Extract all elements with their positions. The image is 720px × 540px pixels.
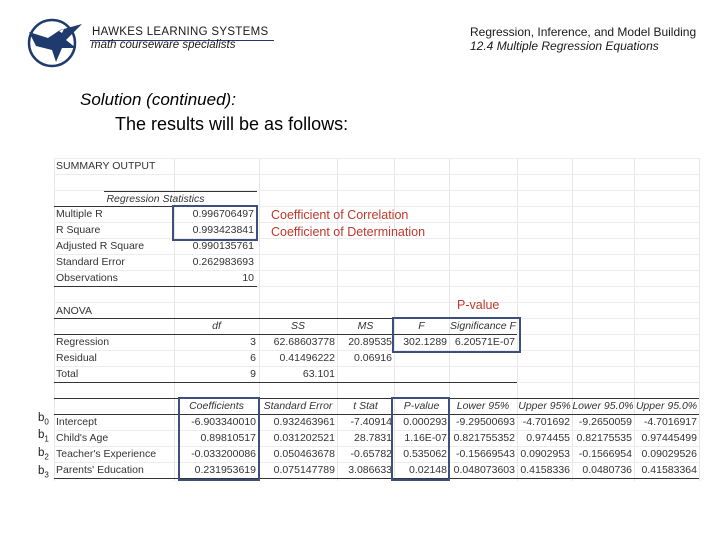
- anova-df: 9: [250, 368, 256, 380]
- anova-df: 3: [250, 336, 256, 348]
- coef-lower-950: 0.0480736: [582, 464, 632, 476]
- stat-value: 0.993423841: [192, 224, 254, 236]
- stat-value: 10: [242, 272, 254, 284]
- coef-value: -6.903340010: [191, 416, 256, 428]
- b0-label: $b_0$: [38, 412, 49, 427]
- coef-lower-950: 0.82175535: [576, 432, 632, 444]
- anova-row-label: Residual: [56, 352, 97, 364]
- b3-label: $b_3$: [38, 465, 49, 480]
- coef-lower-950: -9.2650059: [578, 416, 632, 428]
- anova-col-header: Significance F: [450, 320, 516, 332]
- coef-lower-950: -0.1566954: [578, 448, 632, 460]
- coefficients-highlight: [178, 397, 260, 481]
- correlation-annotation: Coefficient of Correlation: [271, 208, 409, 222]
- coef-value: -0.033200086: [191, 448, 256, 460]
- b2-label: $b_2$: [38, 447, 49, 462]
- company-name: HAWKES LEARNING SYSTEMS: [92, 26, 269, 38]
- coef-upper-95: 0.4158336: [520, 464, 570, 476]
- coef-t-stat: -7.40914: [350, 416, 392, 428]
- coef-std-error: 0.031202521: [273, 432, 335, 444]
- anova-df: 6: [250, 352, 256, 364]
- coef-upper-95: 0.0902953: [520, 448, 570, 460]
- p-value-annotation: P-value: [457, 298, 500, 312]
- company-tagline: math courseware specialists: [91, 39, 236, 51]
- significance-highlight: [392, 317, 521, 353]
- coef-p-value: 0.02148: [409, 464, 447, 476]
- coef-upper-95: -4.701692: [522, 416, 570, 428]
- coef-row-label: Child's Age: [56, 432, 109, 444]
- coef-p-value: 1.16E-07: [404, 432, 447, 444]
- hawk-logo-icon: [26, 18, 84, 68]
- solution-title: Solution (continued):: [80, 90, 236, 109]
- anova-f: 302.1289: [403, 336, 447, 348]
- stat-label: Adjusted R Square: [56, 240, 145, 252]
- coef-col-header: Upper 95%: [518, 400, 571, 412]
- stat-value: 0.996706497: [192, 208, 254, 220]
- solution-subtitle: The results will be as follows:: [115, 114, 349, 134]
- coef-col-header: Upper 95.0%: [635, 400, 698, 412]
- coef-t-stat: 28.7831: [354, 432, 392, 444]
- coef-std-error: 0.075147789: [273, 464, 335, 476]
- coef-col-header: Standard Error: [263, 400, 333, 412]
- b1-label: $b_1$: [38, 429, 49, 444]
- coef-col-header: P-value: [403, 400, 440, 412]
- anova-ss: 63.101: [302, 368, 335, 380]
- coef-upper-950: 0.09029526: [641, 448, 697, 460]
- anova-row-label: Total: [56, 368, 79, 380]
- coef-p-value: 0.535062: [403, 448, 447, 460]
- summary-title: SUMMARY OUTPUT: [56, 160, 156, 172]
- anova-title: ANOVA: [56, 305, 92, 317]
- anova-row-label: Regression: [56, 336, 110, 348]
- coef-lower-95: -0.15669543: [456, 448, 515, 460]
- anova-ms: 0.06916: [354, 352, 392, 364]
- anova-col-header: df: [212, 320, 221, 332]
- coef-col-header: Coefficients: [189, 400, 244, 412]
- coef-col-header: t Stat: [353, 400, 378, 412]
- coef-row-label: Parents' Education: [56, 464, 144, 476]
- coef-t-stat: -0.65782: [350, 448, 392, 460]
- coef-t-stat: 3.086633: [348, 464, 392, 476]
- regression-statistics-header: Regression Statistics: [106, 193, 205, 205]
- section-title: 12.4 Multiple Regression Equations: [470, 39, 659, 53]
- r-values-highlight: [172, 205, 258, 241]
- stat-value: 0.990135761: [192, 240, 254, 252]
- chapter-title: Regression, Inference, and Model Building: [470, 25, 697, 39]
- stat-label: R Square: [56, 224, 101, 236]
- coef-upper-95: 0.974455: [526, 432, 570, 444]
- regression-output-sheet: [54, 158, 700, 481]
- anova-col-header: MS: [357, 320, 374, 332]
- coef-upper-950: 0.41583364: [641, 464, 697, 476]
- anova-ms: 20.89535: [348, 336, 392, 348]
- stat-label: Multiple R: [56, 208, 103, 220]
- stat-label: Observations: [56, 272, 118, 284]
- coef-lower-95: 0.048073603: [453, 464, 515, 476]
- coef-col-header: Lower 95.0%: [572, 400, 634, 412]
- coef-value: 0.89810517: [200, 432, 256, 444]
- coef-col-header: Lower 95%: [456, 400, 510, 412]
- anova-col-header: SS: [290, 320, 305, 332]
- anova-ss: 0.41496222: [279, 352, 335, 364]
- anova-ss: 62.68603778: [273, 336, 335, 348]
- stat-label: Standard Error: [56, 256, 125, 268]
- coef-row-label: Intercept: [56, 416, 97, 428]
- coef-row-label: Teacher's Experience: [56, 448, 157, 460]
- coef-lower-95: -9.29500693: [456, 416, 515, 428]
- coef-p-value: 0.000293: [403, 416, 447, 428]
- coef-value: 0.231953619: [194, 464, 256, 476]
- anova-significance-f: 6.20571E-07: [454, 336, 515, 348]
- coef-upper-950: -4.7016917: [643, 416, 697, 428]
- coef-lower-95: 0.821755352: [453, 432, 515, 444]
- p-value-highlight: [391, 397, 450, 481]
- stat-value: 0.262983693: [192, 256, 254, 268]
- anova-col-header: F: [418, 320, 425, 332]
- coef-std-error: 0.050463678: [273, 448, 335, 460]
- determination-annotation: Coefficient of Determination: [271, 225, 426, 239]
- coef-std-error: 0.932463961: [273, 416, 335, 428]
- coef-upper-950: 0.97445499: [641, 432, 697, 444]
